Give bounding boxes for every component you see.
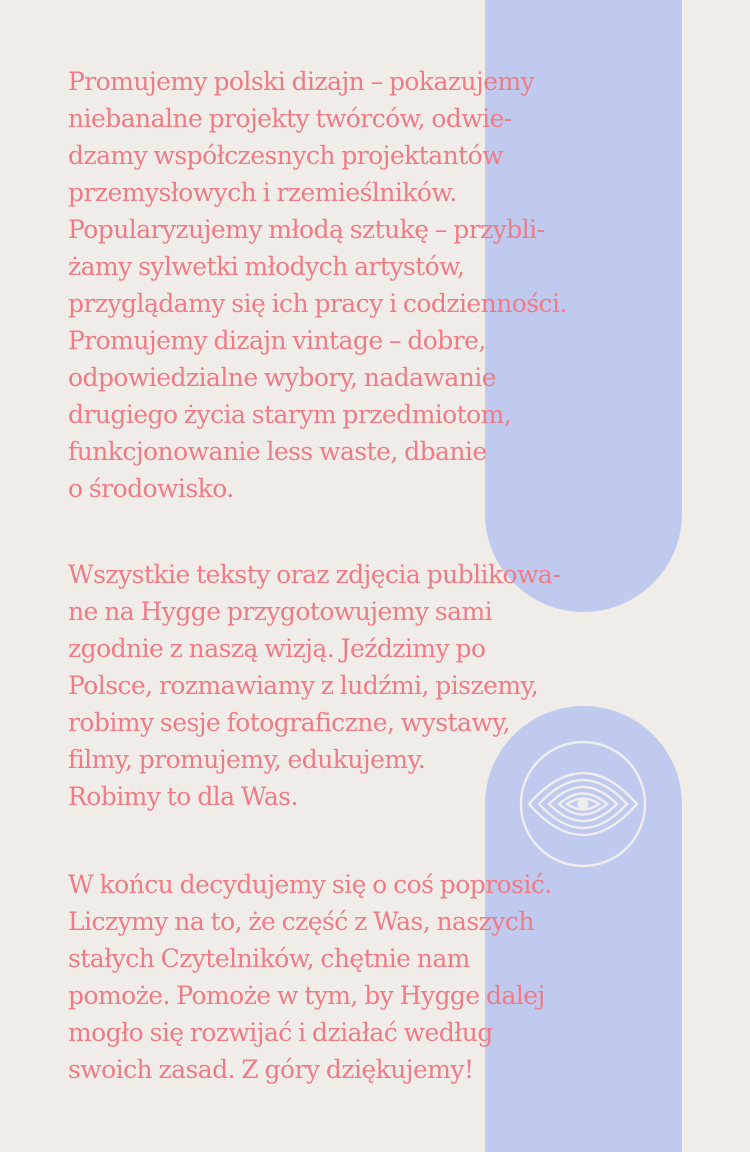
text-line: Wszystkie teksty oraz zdjęcia publikowa- (68, 560, 561, 589)
text-line: zgodnie z naszą wizją. Jeździmy po (68, 634, 486, 663)
text-line: przemysłowych i rzemieślników. (68, 178, 457, 207)
paragraph-intro (68, 63, 688, 507)
paragraph-content (68, 556, 688, 815)
text-line: filmy, promujemy, edukujemy. (68, 745, 426, 774)
text-line: ne na Hygge przygotowujemy sami (68, 597, 493, 626)
paragraph-appeal (68, 866, 688, 1088)
text-line: drugiego życia starym przedmiotom, (68, 400, 512, 429)
text-line: Popularyzujemy młodą sztukę – przybli- (68, 215, 545, 244)
text-line: Robimy to dla Was. (68, 782, 298, 811)
text-line: przyglądamy się ich pracy i codzienności. (68, 289, 567, 318)
text-line: niebanalne projekty twórców, odwie- (68, 104, 512, 133)
text-line: odpowiedzialne wybory, nadawanie (68, 363, 496, 392)
text-line: pomoże. Pomoże w tym, by Hygge dalej (68, 981, 545, 1010)
text-line: mogło się rozwijać i działać według (68, 1018, 493, 1047)
text-line: robimy sesje fotograficzne, wystawy, (68, 708, 510, 737)
text-line: funkcjonowanie less waste, dbanie (68, 437, 487, 466)
text-line: swoich zasad. Z góry dziękujemy! (68, 1055, 474, 1084)
text-line: Promujemy dizajn vintage – dobre, (68, 326, 486, 355)
text-line: Polsce, rozmawiamy z ludźmi, piszemy, (68, 671, 539, 700)
text-line: dzamy współczesnych projektantów (68, 141, 503, 170)
text-line: W końcu decydujemy się o coś poprosić. (68, 870, 552, 899)
text-line: Liczymy na to, że część z Was, naszych (68, 907, 534, 936)
text-line: żamy sylwetki młodych artystów, (68, 252, 465, 281)
text-line: stałych Czytelników, chętnie nam (68, 944, 470, 973)
text-line: Promujemy polski dizajn – pokazujemy (68, 67, 535, 96)
text-line: o środowisko. (68, 474, 234, 503)
